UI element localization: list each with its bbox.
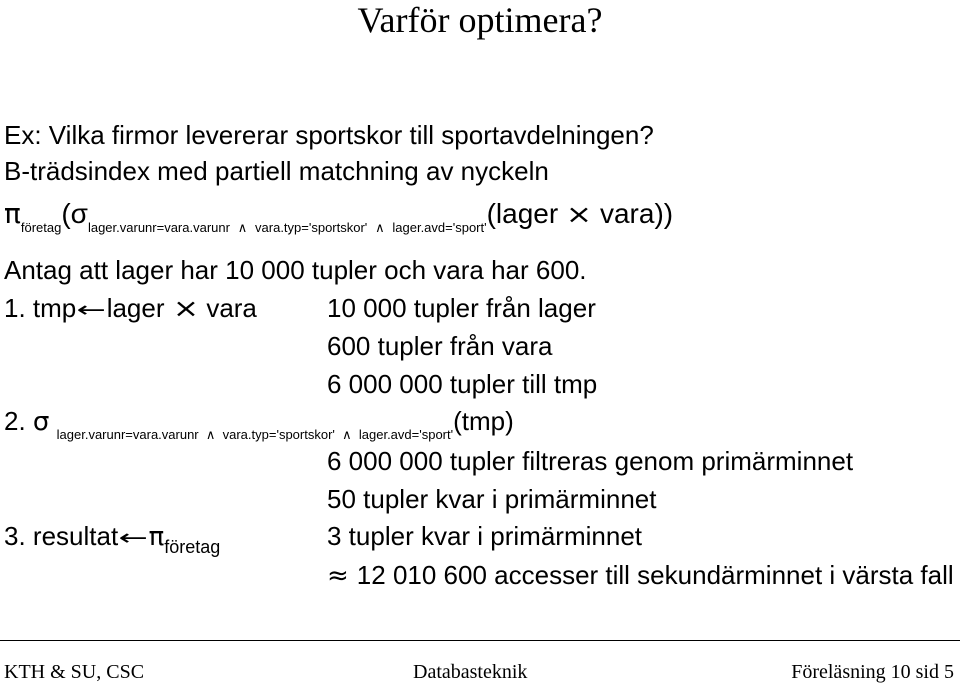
and-symbol-1: ∧ (237, 221, 248, 236)
sigma-subscript-1: lager.varunr=vara.varunr (87, 220, 230, 235)
footer-center: Databasteknik (413, 661, 528, 683)
pi-symbol: π (4, 197, 21, 230)
step-2-subscript-3: lager.avd='sport' (358, 427, 454, 442)
step-1 (4, 293, 257, 326)
step-1-label: 1. tmp (4, 293, 77, 323)
and-symbol-2: ∧ (342, 428, 352, 443)
relational-expression (4, 198, 673, 236)
step-2-note-1: 6 000 000 tupler filtreras genom primärminnet (327, 446, 854, 476)
step-2 (4, 406, 514, 442)
approx-icon: ≈ (327, 561, 349, 591)
step-1-note-1: 10 000 tupler från lager (327, 293, 596, 323)
step-1-note-2: 600 tupler från vara (327, 331, 553, 361)
step-2-note-2: 50 tupler kvar i primärminnet (327, 484, 657, 514)
step-1-note-3: 6 000 000 tupler till tmp (327, 369, 598, 399)
footer-left: KTH & SU, CSC (4, 661, 145, 683)
step-2-argument: (tmp) (453, 406, 514, 436)
and-symbol-1: ∧ (205, 428, 216, 443)
sigma-symbol: σ (32, 407, 50, 437)
expression-lager: (lager (486, 198, 559, 229)
step-1-vara: vara (206, 293, 257, 323)
step-1-lager: lager (106, 293, 165, 323)
step-2-subscript-2: vara.typ='sportskor' (222, 427, 335, 442)
step-3-note-1: 3 tupler kvar i primärminnet (327, 521, 642, 551)
expression-rest: vara)) (599, 198, 674, 229)
step-2-label: 2. (4, 406, 26, 436)
footer-divider (0, 640, 960, 641)
and-symbol-2: ∧ (375, 221, 385, 236)
left-arrow-icon: ← (76, 298, 107, 323)
cross-product-icon: × (172, 294, 199, 324)
step-3-total-text: 12 010 600 accesser till sekundärminnet i värsta fall (356, 560, 954, 590)
pi-symbol: π (148, 522, 165, 552)
sigma-subscript-3: lager.avd='sport' (392, 220, 487, 235)
step-2-subscript-1: lager.varunr=vara.varunr (56, 427, 199, 442)
pi-subscript: företag (164, 537, 221, 557)
pi-subscript: företag (20, 220, 62, 235)
step-3-total (327, 560, 954, 591)
sigma-subscript-2: vara.typ='sportskor' (255, 220, 368, 235)
left-arrow-icon: ← (118, 526, 149, 551)
step-3 (4, 521, 221, 557)
page-title: Varför optimera? (357, 0, 603, 40)
intro-line-2: B-trädsindex med partiell matchning av nyckeln (4, 156, 549, 186)
intro-line-1: Ex: Vilka firmor levererar sportskor till sportavdelningen? (4, 120, 654, 150)
cross-product-icon: × (566, 200, 593, 230)
sigma-open: (σ (61, 198, 88, 229)
step-3-label: 3. resultat (4, 521, 119, 551)
footer-right: Föreläsning 10 sid 5 (791, 661, 954, 683)
assumption-line: Antag att lager har 10 000 tupler och vara har 600. (4, 255, 587, 285)
